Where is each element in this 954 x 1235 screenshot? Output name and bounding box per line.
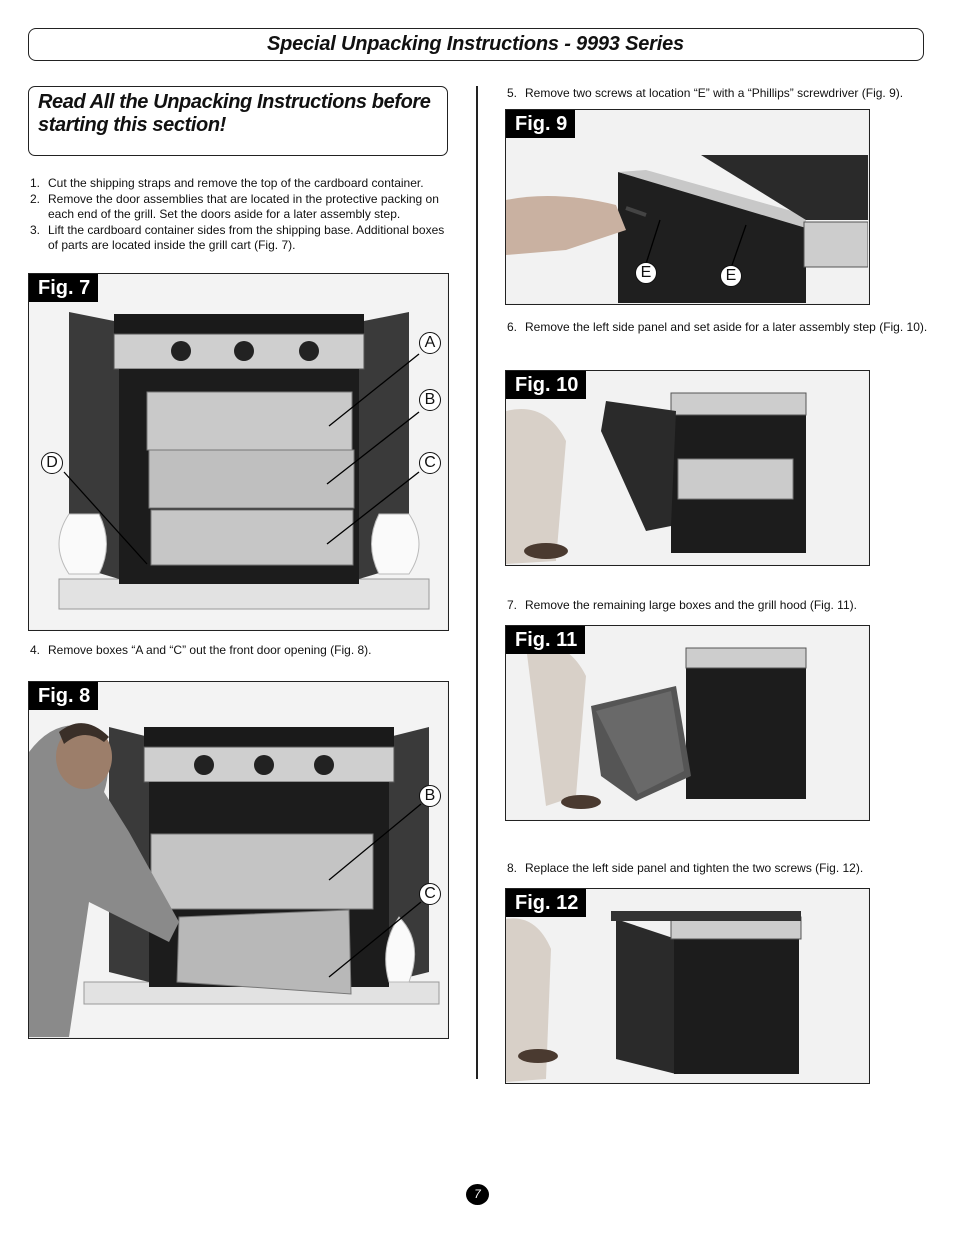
- page-number: 7: [466, 1184, 489, 1205]
- figure-10: [505, 370, 870, 566]
- figure-8: [28, 681, 449, 1039]
- column-divider: [476, 86, 478, 1079]
- figure-12-label: Fig. 12: [506, 889, 586, 917]
- warning-box: Read All the Unpacking Instructions before starting this section!: [28, 86, 448, 156]
- figure-9: [505, 109, 870, 305]
- callout-d: D: [41, 452, 63, 474]
- figure-10-label: Fig. 10: [506, 371, 586, 399]
- step-1: 1. Cut the shipping straps and remove the top of the cardboard container.: [30, 176, 424, 190]
- figure-12-illustration: [506, 889, 868, 1082]
- figure-11-illustration: [506, 626, 868, 819]
- step-6: 6. Remove the left side panel and set aside for a later assembly step (Fig. 10).: [507, 320, 928, 334]
- callout-e: E: [635, 262, 657, 284]
- callout-c: C: [419, 883, 441, 905]
- figure-9-label: Fig. 9: [506, 110, 575, 138]
- figure-8-label: Fig. 8: [29, 682, 98, 710]
- step-8: 8. Replace the left side panel and tighten the two screws (Fig. 12).: [507, 861, 864, 875]
- step-2: 2. Remove the door assemblies that are located in the protective packing on each end of the grill. Set the doors aside for a later assembly step.: [30, 191, 439, 221]
- figure-11: [505, 625, 870, 821]
- step-4: 4. Remove boxes “A and “C” out the front door opening (Fig. 8).: [30, 643, 372, 657]
- figure-12: [505, 888, 870, 1084]
- figure-10-illustration: [506, 371, 868, 564]
- step-3: 3. Lift the cardboard container sides from the shipping base. Additional boxes of parts are located inside the grill cart (Fig. 7).: [30, 222, 445, 252]
- callout-b: B: [419, 785, 441, 807]
- title-box: [28, 28, 924, 61]
- figure-7-label: Fig. 7: [29, 274, 98, 302]
- page-title: Special Unpacking Instructions - 9993 Series: [267, 33, 684, 55]
- callout-b: B: [419, 389, 441, 411]
- step-7: 7. Remove the remaining large boxes and the grill hood (Fig. 11).: [507, 598, 857, 612]
- figure-9-illustration: [506, 110, 868, 303]
- steps-1-3: [30, 176, 450, 254]
- step-5: 5. Remove two screws at location “E” with a “Phillips” screwdriver (Fig. 9).: [507, 86, 904, 100]
- figure-8-illustration: [29, 682, 447, 1037]
- callout-e: E: [720, 265, 742, 287]
- figure-11-label: Fig. 11: [506, 626, 585, 654]
- figure-7-illustration: [29, 274, 447, 629]
- callout-a: A: [419, 332, 441, 354]
- figure-7: [28, 273, 449, 631]
- callout-c: C: [419, 452, 441, 474]
